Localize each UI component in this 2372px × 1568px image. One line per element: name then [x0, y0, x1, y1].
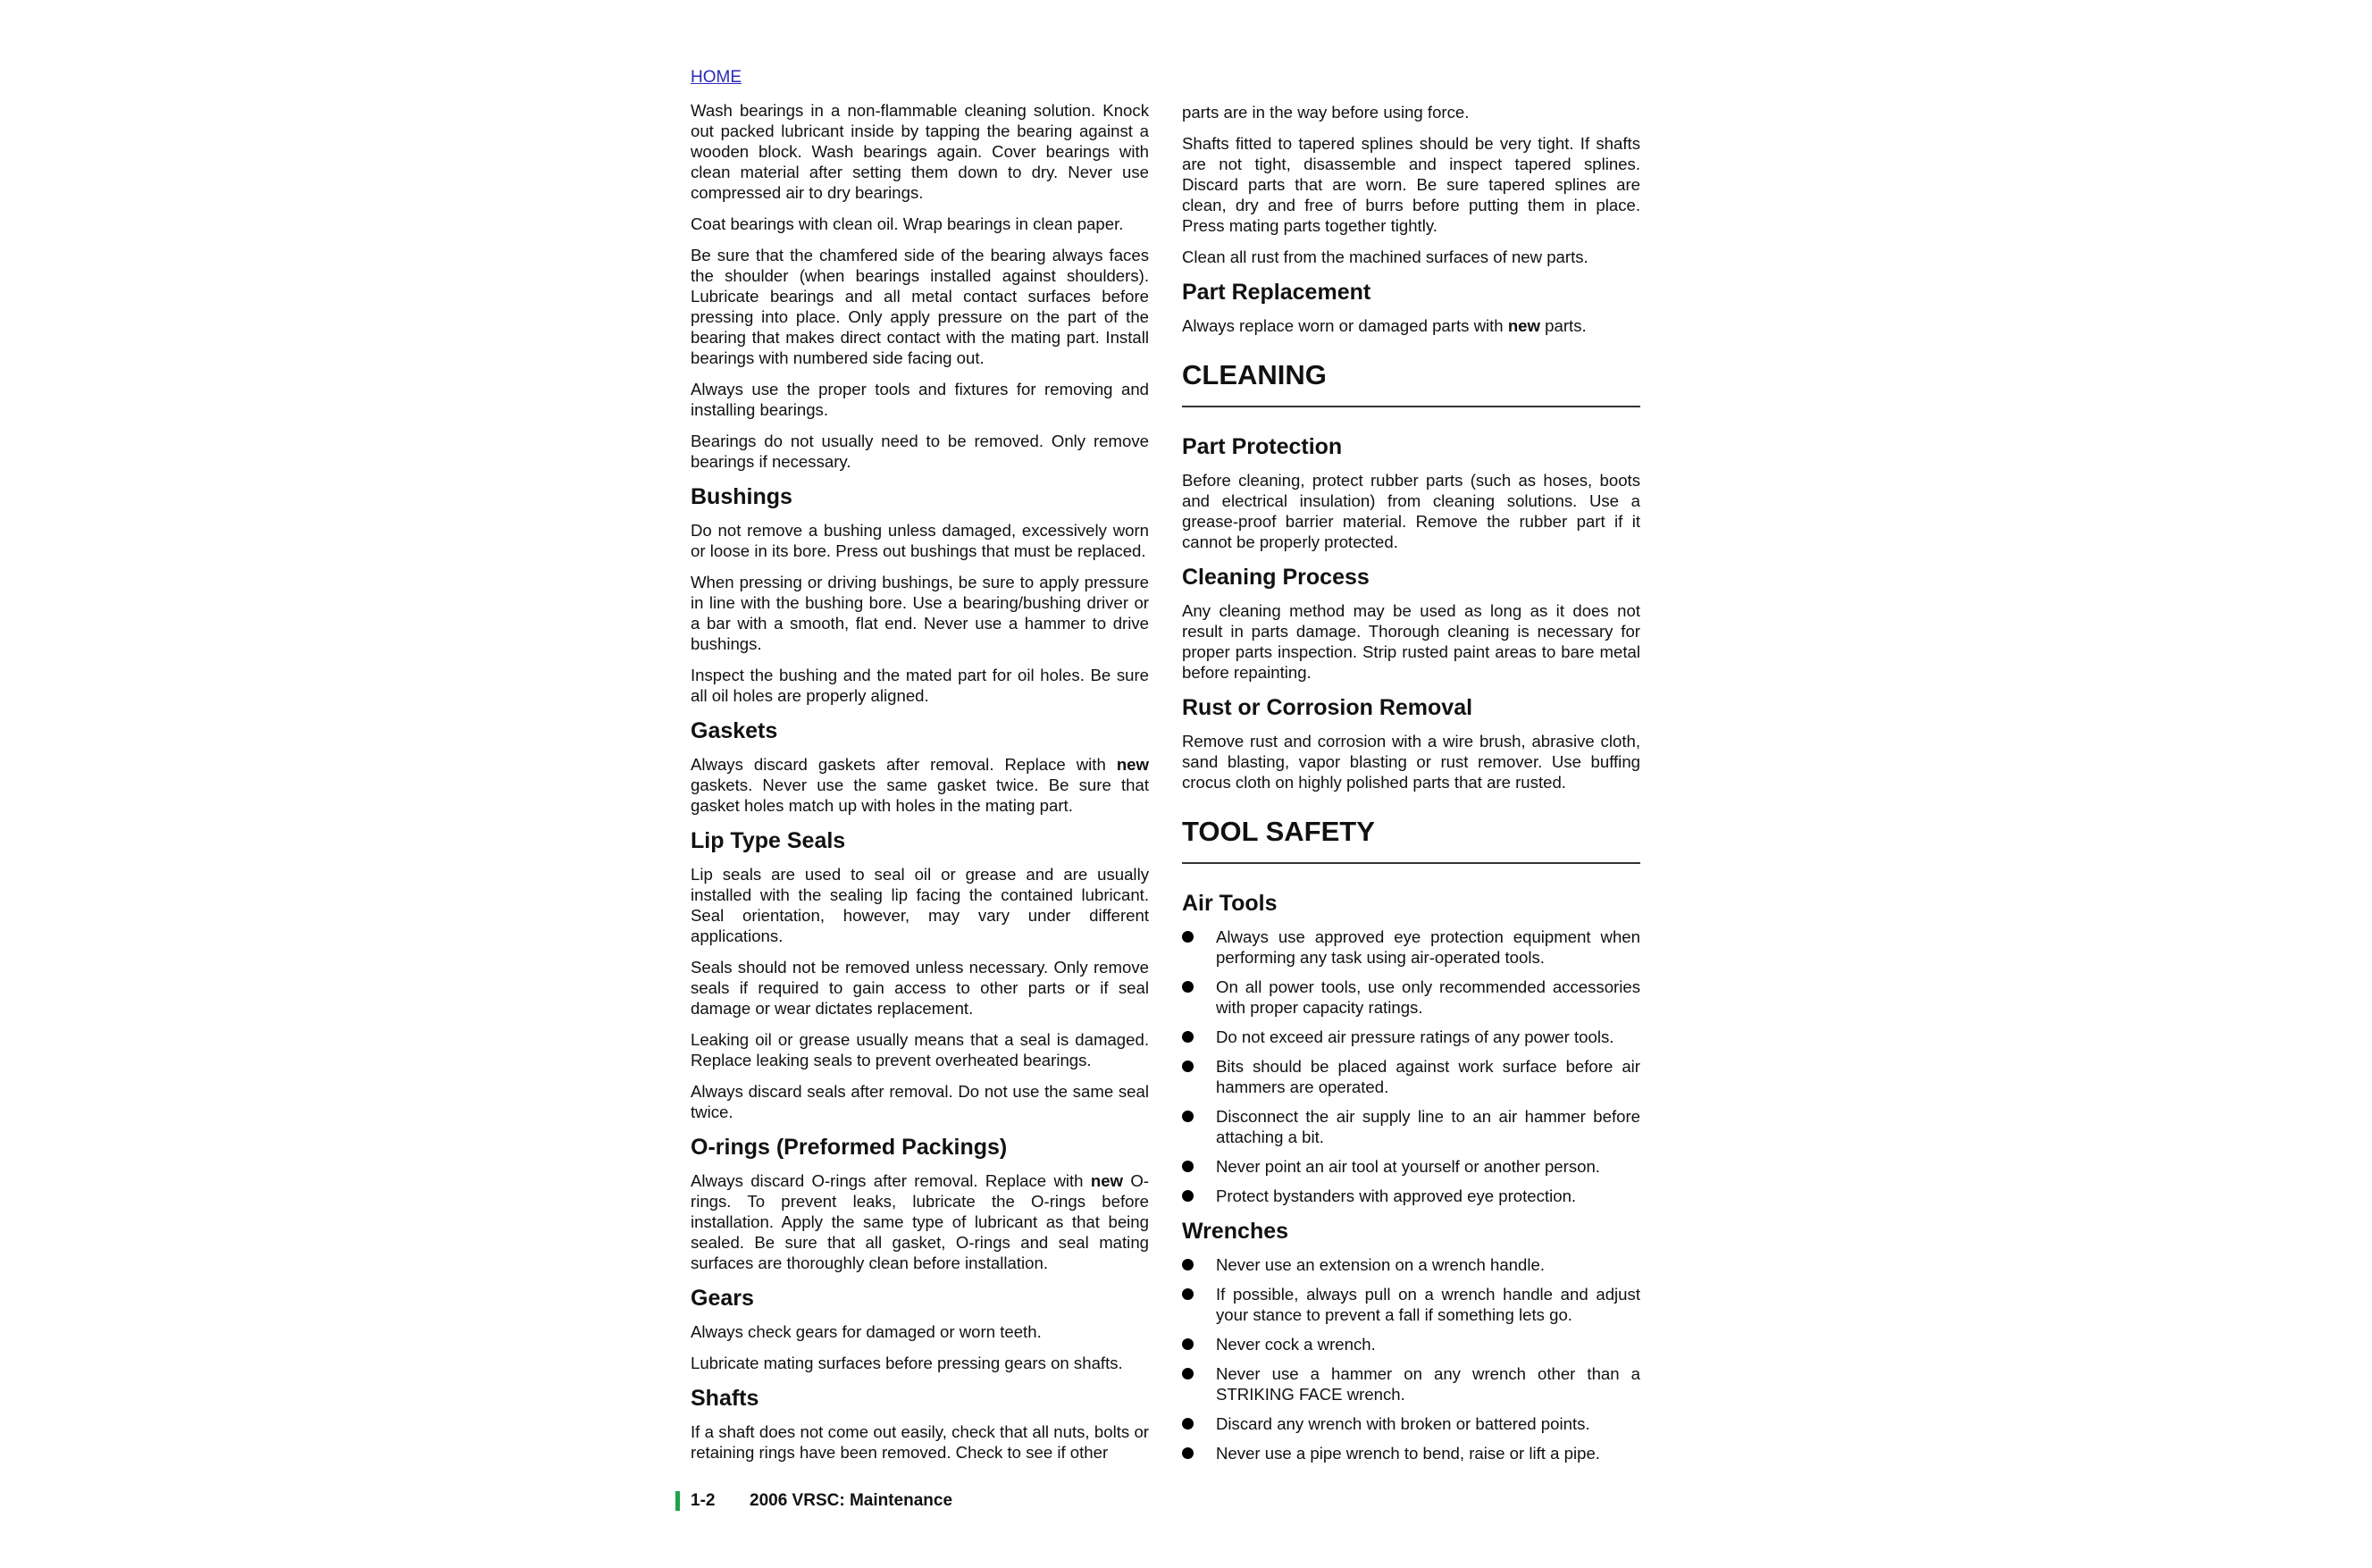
- bullet-icon: [1182, 1368, 1194, 1379]
- list-item: [1182, 1363, 1640, 1404]
- bushings-paragraph-2: When pressing or driving bushings, be sure to apply pressure in line with the bushing bore. Use a bearing/bushing driver or a bar with a smooth, flat end. Never use a hammer to drive bushings.: [691, 573, 1149, 653]
- list-item: [1182, 1186, 1640, 1206]
- gears-heading: Gears: [691, 1286, 754, 1311]
- orings-new-emphasis: new: [1090, 1171, 1124, 1190]
- left-column: [691, 100, 1149, 1473]
- shafts-heading: Shafts: [691, 1386, 759, 1411]
- rust-removal-heading: Rust or Corrosion Removal: [1182, 695, 1473, 720]
- bearings-paragraph-2: Coat bearings with clean oil. Wrap bearings in clean paper.: [691, 214, 1124, 233]
- page-number: 1-2: [691, 1491, 716, 1510]
- shafts-paragraph-3: Clean all rust from the machined surfaces of new parts.: [1182, 247, 1588, 266]
- bullet-icon: [1182, 1111, 1194, 1122]
- replacement-text-c: parts.: [1539, 316, 1587, 335]
- orings-heading: O-rings (Preformed Packings): [691, 1135, 1008, 1160]
- list-item: [1182, 1413, 1640, 1434]
- bushings-heading: Bushings: [691, 484, 792, 509]
- wrenches-list: [1182, 1254, 1640, 1463]
- bullet-icon: [1182, 1288, 1194, 1300]
- bullet-icon: [1182, 1259, 1194, 1270]
- bullet-icon: [1182, 1338, 1194, 1350]
- list-item: [1182, 1254, 1640, 1275]
- part-protection-paragraph: Before cleaning, protect rubber parts (such as hoses, boots and electrical insulation) from cleaning solutions. Use a grease-proof barrier material. Remove the rubber part if it cannot be properly protected.: [1182, 471, 1640, 551]
- wrenches-heading: Wrenches: [1182, 1219, 1289, 1244]
- bullet-icon: [1182, 1447, 1194, 1459]
- list-item: [1182, 1284, 1640, 1325]
- rust-removal-paragraph: Remove rust and corrosion with a wire brush, abrasive cloth, sand blasting, vapor blasting or rust remover. Use buffing crocus cloth on highly polished parts that are rusted.: [1182, 732, 1640, 792]
- bullet-icon: [1182, 1418, 1194, 1430]
- list-item: [1182, 977, 1640, 1018]
- lip-seals-paragraph-4: Always discard seals after removal. Do not use the same seal twice.: [691, 1082, 1149, 1121]
- list-item: [1182, 927, 1640, 968]
- bearings-paragraph-4: Always use the proper tools and fixtures for removing and installing bearings.: [691, 380, 1149, 419]
- cleaning-section-heading: CLEANING: [1182, 359, 1640, 407]
- replacement-text-a: Always replace worn or damaged parts with: [1182, 316, 1508, 335]
- footer-title: 2006 VRSC: Maintenance: [750, 1491, 953, 1510]
- shafts-paragraph-2: Shafts fitted to tapered splines should be very tight. If shafts are not tight, disassemble and inspect tapered splines. Discard parts that are worn. Be sure tapered splines are clean, dry and free of burrs before putting them in place. Press mating parts together tightly.: [1182, 134, 1640, 235]
- list-item-text: Always use approved eye protection equipment when performing any task using air-operated tools.: [1216, 927, 1640, 967]
- footer-accent-bar: [675, 1491, 680, 1511]
- gaskets-heading: Gaskets: [691, 718, 778, 743]
- list-item-text: Never use an extension on a wrench handle.: [1216, 1255, 1545, 1274]
- list-item: [1182, 1056, 1640, 1097]
- gears-paragraph-2: Lubricate mating surfaces before pressing gears on shafts.: [691, 1354, 1123, 1372]
- lip-seals-paragraph-1: Lip seals are used to seal oil or grease and are usually installed with the sealing lip facing the contained lubricant. Seal orientation, however, may vary under different applications.: [691, 865, 1149, 945]
- cleaning-process-paragraph: Any cleaning method may be used as long as it does not result in parts damage. Thorough cleaning is necessary for proper parts inspection. Strip rusted paint areas to bare metal before repainting.: [1182, 601, 1640, 682]
- list-item-text: Never cock a wrench.: [1216, 1335, 1376, 1354]
- list-item-text: On all power tools, use only recommended accessories with proper capacity ratings.: [1216, 977, 1640, 1017]
- bullet-icon: [1182, 1031, 1194, 1043]
- list-item-text: Do not exceed air pressure ratings of any power tools.: [1216, 1027, 1614, 1046]
- list-item-text: Never use a pipe wrench to bend, raise or lift a pipe.: [1216, 1444, 1600, 1463]
- list-item-text: Disconnect the air supply line to an air hammer before attaching a bit.: [1216, 1107, 1640, 1146]
- list-item-text: If possible, always pull on a wrench handle and adjust your stance to prevent a fall if something lets go.: [1216, 1285, 1640, 1324]
- air-tools-heading: Air Tools: [1182, 891, 1278, 916]
- part-replacement-heading: Part Replacement: [1182, 280, 1371, 305]
- bushings-paragraph-3: Inspect the bushing and the mated part for oil holes. Be sure all oil holes are properly aligned.: [691, 666, 1149, 705]
- gaskets-paragraph-1: [691, 754, 1149, 816]
- bearings-paragraph-1: Wash bearings in a non-flammable cleaning solution. Knock out packed lubricant inside by tapping the bearing against a wooden block. Wash bearings again. Cover bearings with clean material after setting them down to dry. Never use compressed air to dry bearings.: [691, 101, 1149, 202]
- bullet-icon: [1182, 931, 1194, 943]
- gaskets-new-emphasis: new: [1116, 755, 1149, 774]
- cleaning-process-heading: Cleaning Process: [1182, 565, 1370, 590]
- list-item-text: Never use a hammer on any wrench other than a STRIKING FACE wrench.: [1216, 1364, 1640, 1404]
- orings-text-c: O-rings. To prevent leaks, lubricate the O-rings before installation. Apply the same type of lubricant as that being sealed. Be sure that all gasket, O-rings and seal mating surfaces are thoroughly clean before installation.: [691, 1171, 1149, 1272]
- list-item: [1182, 1027, 1640, 1047]
- list-item: [1182, 1156, 1640, 1177]
- air-tools-list: [1182, 927, 1640, 1206]
- gaskets-text-c: gaskets. Never use the same gasket twice. Be sure that gasket holes match up with holes in the mating part.: [691, 776, 1149, 815]
- list-item-text: Never point an air tool at yourself or another person.: [1216, 1157, 1600, 1176]
- list-item-text: Protect bystanders with approved eye protection.: [1216, 1186, 1577, 1205]
- list-item: [1182, 1106, 1640, 1147]
- right-column: [1182, 102, 1640, 1472]
- lip-seals-heading: Lip Type Seals: [691, 828, 846, 853]
- part-protection-heading: Part Protection: [1182, 434, 1343, 459]
- home-link[interactable]: HOME: [691, 68, 742, 87]
- shafts-paragraph-1-continued: parts are in the way before using force.: [1182, 103, 1470, 122]
- orings-text-a: Always discard O-rings after removal. Replace with: [691, 1171, 1091, 1190]
- list-item-text: Discard any wrench with broken or battered points.: [1216, 1414, 1590, 1433]
- replacement-new-emphasis: new: [1507, 316, 1540, 335]
- list-item: [1182, 1443, 1640, 1463]
- bullet-icon: [1182, 1190, 1194, 1202]
- bullet-icon: [1182, 1061, 1194, 1072]
- tool-safety-section-heading: TOOL SAFETY: [1182, 816, 1640, 864]
- bushings-paragraph-1: Do not remove a bushing unless damaged, excessively worn or loose in its bore. Press out bushings that must be replaced.: [691, 521, 1149, 560]
- bullet-icon: [1182, 1161, 1194, 1172]
- list-item: [1182, 1334, 1640, 1354]
- gears-paragraph-1: Always check gears for damaged or worn teeth.: [691, 1322, 1042, 1341]
- shafts-paragraph-1: If a shaft does not come out easily, check that all nuts, bolts or retaining rings have been removed. Check to see if other: [691, 1422, 1149, 1462]
- lip-seals-paragraph-2: Seals should not be removed unless necessary. Only remove seals if required to gain access to other parts or if seal damage or wear dictates replacement.: [691, 958, 1149, 1018]
- lip-seals-paragraph-3: Leaking oil or grease usually means that a seal is damaged. Replace leaking seals to prevent overheated bearings.: [691, 1030, 1149, 1069]
- bearings-paragraph-3: Be sure that the chamfered side of the bearing always faces the shoulder (when bearings installed against shoulders). Lubricate bearings and all metal contact surfaces before pressing into place. Only apply pressure on the part of the bearing that makes direct contact with the mating part. Install bearings with numbered side facing out.: [691, 246, 1149, 367]
- part-replacement-paragraph: [1182, 315, 1640, 336]
- bearings-paragraph-5: Bearings do not usually need to be removed. Only remove bearings if necessary.: [691, 432, 1149, 471]
- bullet-icon: [1182, 981, 1194, 993]
- orings-paragraph-1: [691, 1170, 1149, 1273]
- gaskets-text-a: Always discard gaskets after removal. Replace with: [691, 755, 1117, 774]
- list-item-text: Bits should be placed against work surface before air hammers are operated.: [1216, 1057, 1640, 1096]
